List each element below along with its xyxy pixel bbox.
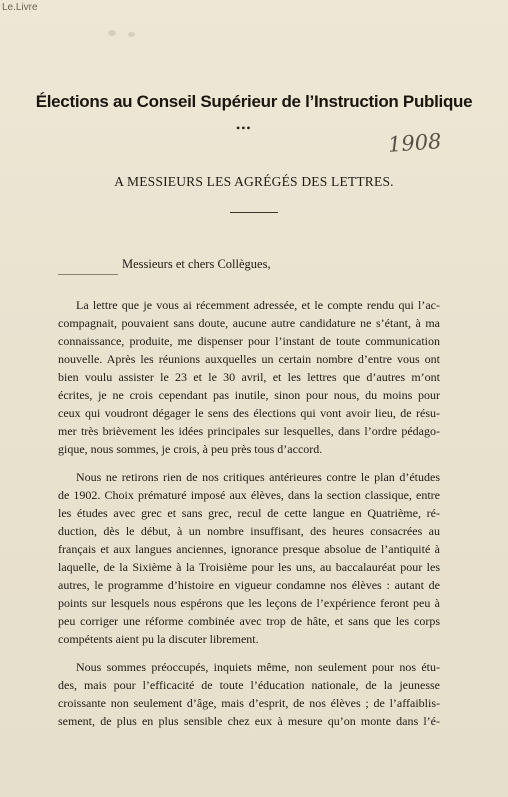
text-line: français et aux langues anciennes, ignorance presque absolue de l’antiquité à — [58, 542, 440, 556]
text-line: des, mais pour l’efficacité de toute l’éducation nationale, de la jeunesse — [58, 678, 440, 692]
text-line: compétents aient pu la discuter librement. — [58, 632, 259, 646]
text-line: compagnait, pouvaient sans doute, aucune autre candidature ne s’étant, à ma — [58, 316, 440, 330]
text-line: Nous ne retirons rien de nos critiques antérieures contre le plan d’études — [76, 470, 440, 484]
text-line: bien voulu assister le 23 et le 30 avril, et les lettres que d’autres m’ont — [58, 370, 440, 384]
text-line: laquelle, de la Sixième à la Troisième pour les uns, au baccalauréat pour les — [58, 560, 440, 574]
text-line: de 1902. Choix prématuré imposé aux élèves, dans la section classique, entre — [58, 488, 440, 502]
title-ornament: ••• — [236, 121, 252, 135]
text-line: nouvelle. Après les réunions auxquelles un certain nombre d’entre vous ont — [58, 352, 440, 366]
text-line: gique, nous sommes, je crois, à peu près tous d’accord. — [58, 442, 323, 456]
text-line: mer très brièvement les idées principales sur lesquelles, dans l’ordre pédago- — [58, 424, 440, 438]
text-line: ceux qui voudront dégager le sens des élections qui vont avoir lieu, de résu- — [58, 406, 440, 420]
paragraph — [58, 468, 440, 648]
scan-mark — [58, 274, 118, 275]
text-line: La lettre que je vous ai récemment adressée, et le compte rendu qui l’ac- — [76, 298, 440, 312]
text-line: Nous sommes préoccupés, inquiets même, non seulement pour nos étu- — [76, 660, 440, 674]
text-line: connaissance, produite, me dispenser pour l’instant de toute communication — [58, 334, 440, 348]
greeting: Messieurs et chers Collègues, — [122, 257, 271, 271]
text-line: sement, de plus en plus sensible chez eux à mesure qu’on monte dans l’é- — [58, 714, 440, 728]
text-line: peu corriger une réforme combinée avec trop de hâte, et sans que les corps — [58, 614, 440, 628]
document-subtitle: A MESSIEURS LES AGRÉGÉS DES LETTRES. — [114, 174, 394, 189]
paragraph — [58, 296, 440, 458]
divider-rule — [230, 212, 278, 213]
stain-mark — [108, 30, 116, 36]
stain-mark — [128, 32, 135, 37]
handwritten-year: 1908 — [387, 129, 443, 157]
letter-body — [58, 296, 440, 740]
text-line: points sur lesquels nous espérons que les leçons de l’expérience feront peu à — [58, 596, 440, 610]
text-line: les études avec grec et sans grec, recul de cette langue en Quatrième, ré- — [58, 506, 440, 520]
text-line: écrites, je ne crois cependant pas inutile, sinon pour nous, du moins pour — [58, 388, 440, 402]
text-line: duction, dès le début, à un nombre insuffisant, des heures consacrées au — [58, 524, 440, 538]
document-title: Élections au Conseil Supérieur de l’Instruction Publique — [35, 92, 473, 111]
corner-watermark: Le.Livre — [2, 2, 38, 13]
text-line: croissante non seulement d’âge, mais d’esprit, de nos élèves ; de l’affaiblis- — [58, 696, 440, 710]
paragraph — [58, 658, 440, 730]
text-line: autres, le programme d’histoire en vigueur condamne nos élèves : autant de — [58, 578, 440, 592]
